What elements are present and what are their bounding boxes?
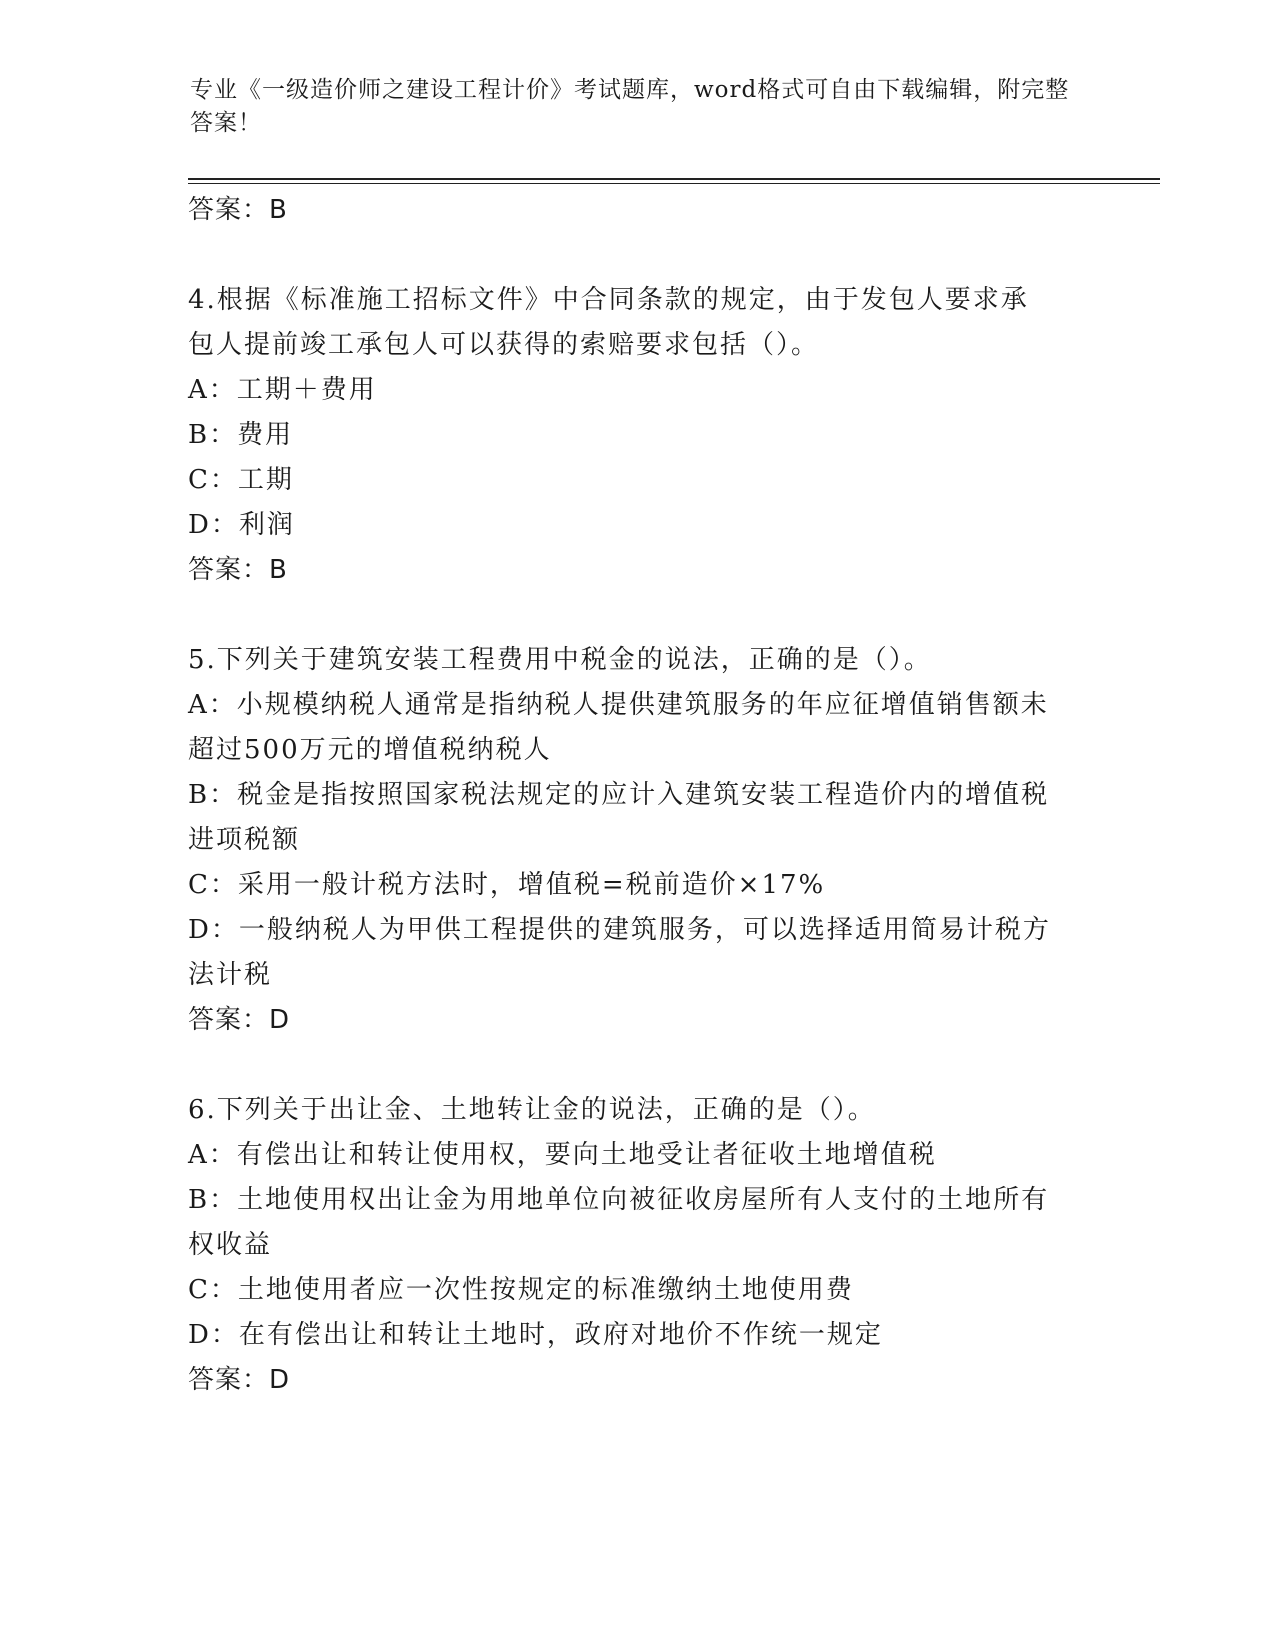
answer-prev: 答案：B: [188, 195, 288, 225]
question-6: [188, 1088, 1088, 1403]
option-a-cont: 超过500万元的增值税纳税人: [188, 735, 552, 765]
option-b-cont: 权收益: [188, 1230, 273, 1260]
question-5: [188, 638, 1088, 1043]
answer: 答案：B: [188, 555, 288, 585]
answer: 答案：D: [188, 1365, 291, 1395]
option-c: C：土地使用者应一次性按规定的标准缴纳土地使用费: [188, 1275, 854, 1305]
option-b-cont: 进项税额: [188, 825, 301, 855]
option-a: A：小规模纳税人通常是指纳税人提供建筑服务的年应征增值销售额未: [188, 690, 1049, 720]
page-header: 专业《一级造价师之建设工程计价》考试题库，word格式可自由下载编辑，附完整答案！: [190, 77, 1070, 136]
header-rule-thick: [188, 178, 1160, 180]
option-b: B：土地使用权出让金为用地单位向被征收房屋所有人支付的土地所有: [188, 1185, 1050, 1215]
option-d-cont: 法计税: [188, 960, 273, 990]
option-b: B：税金是指按照国家税法规定的应计入建筑安装工程造价内的增值税: [188, 780, 1050, 810]
option-c: C：采用一般计税方法时，增值税=税前造价×17%: [188, 870, 826, 900]
answer: 答案：D: [188, 1005, 291, 1035]
option-d: D：在有偿出让和转让土地时，政府对地价不作统一规定: [188, 1320, 883, 1350]
question-stem: 6.下列关于出让金、土地转让金的说法，正确的是（）。: [188, 1095, 876, 1125]
header-rule-thin: [188, 183, 1160, 184]
option-b: B：费用: [188, 420, 294, 450]
question-stem: 4.根据《标准施工招标文件》中合同条款的规定，由于发包人要求承: [188, 285, 1029, 315]
option-a: A：有偿出让和转让使用权，要向土地受让者征收土地增值税: [188, 1140, 937, 1170]
question-4: [188, 278, 1088, 593]
option-d: D：利润: [188, 510, 295, 540]
question-list: [188, 188, 1088, 1403]
question-stem: 5.下列关于建筑安装工程费用中税金的说法，正确的是（）。: [188, 645, 932, 675]
option-c: C：工期: [188, 465, 294, 495]
option-a: A：工期＋费用: [188, 375, 377, 405]
question-stem: 包人提前竣工承包人可以获得的索赔要求包括（）。: [188, 330, 820, 360]
option-d: D：一般纳税人为甲供工程提供的建筑服务，可以选择适用简易计税方: [188, 915, 1051, 945]
